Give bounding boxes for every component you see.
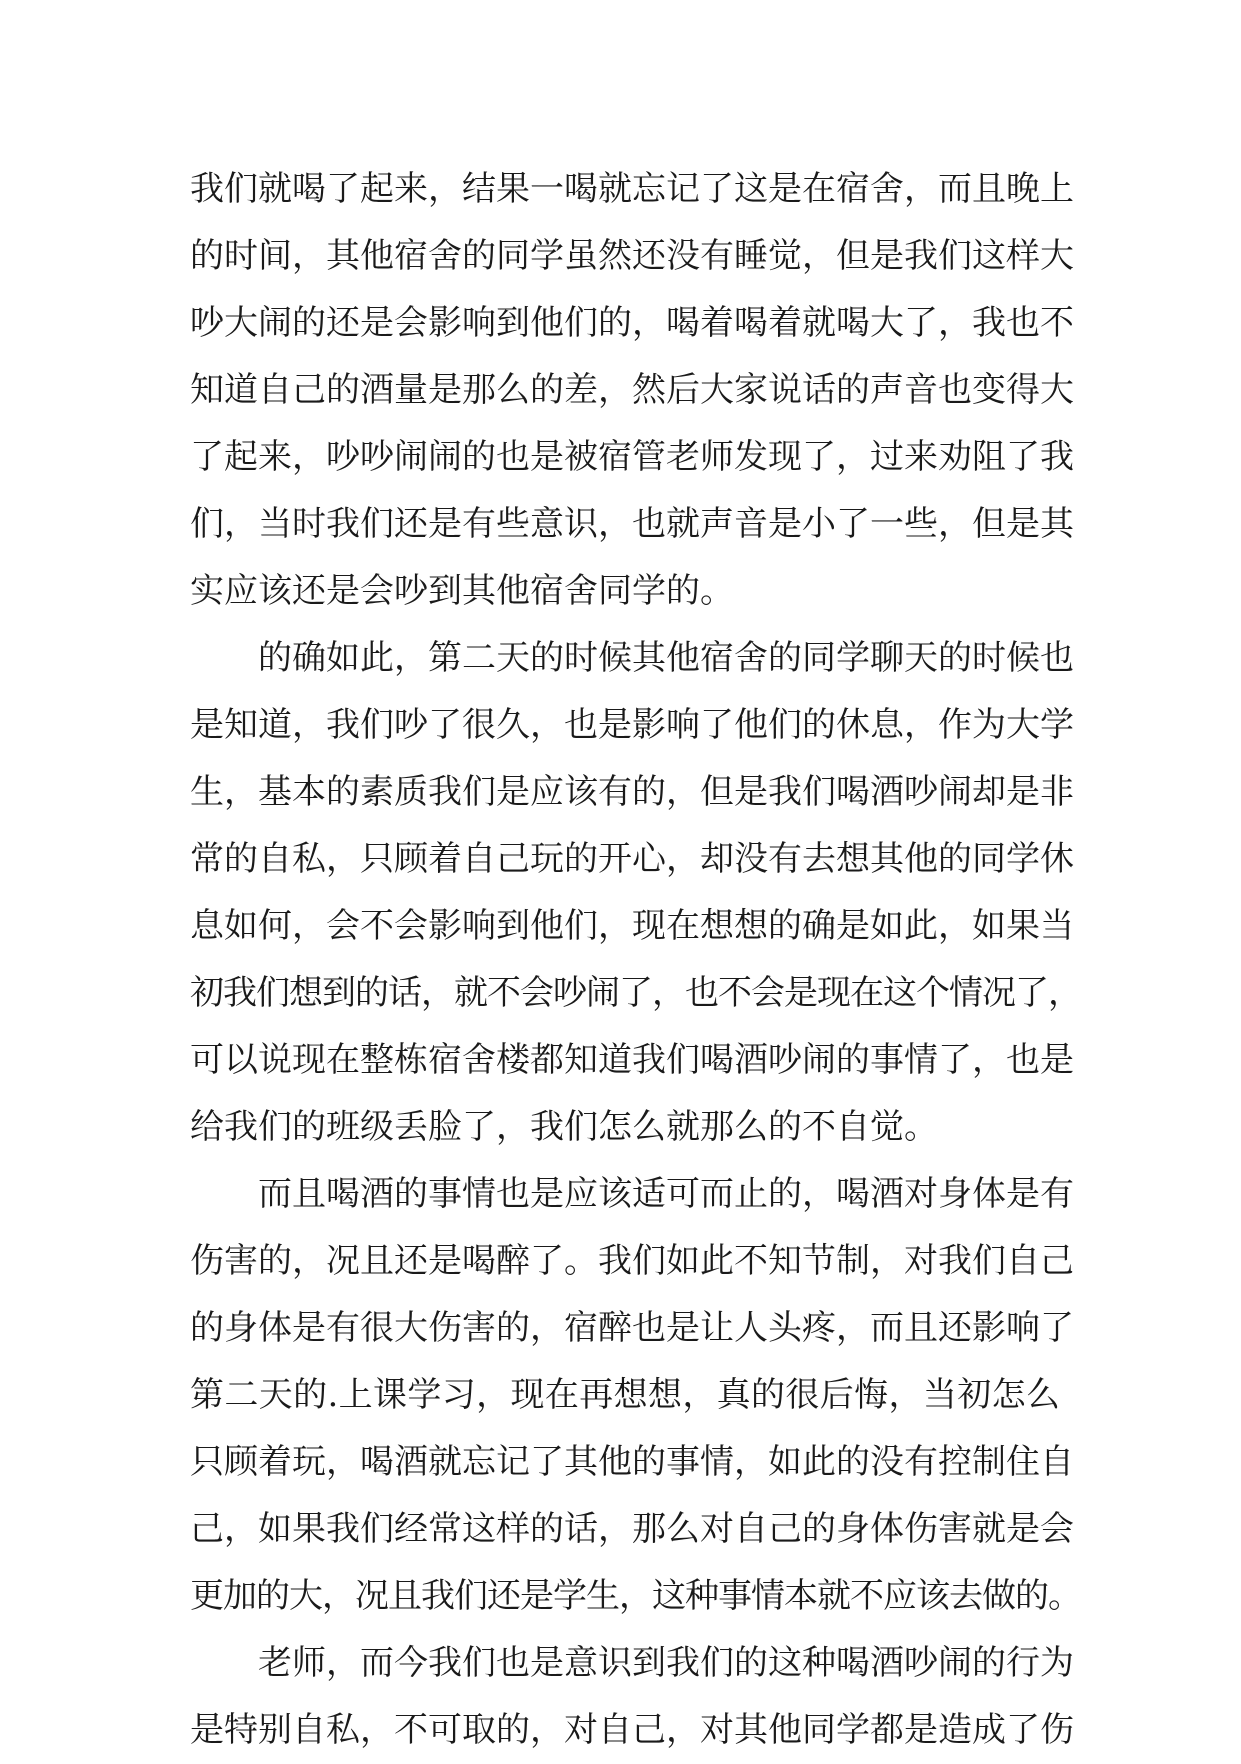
paragraph-1-line-5: 了起来，吵吵闹闹的也是被宿管老师发现了，过来劝阻了我 <box>190 437 1074 477</box>
paragraph-2-line-5: 息如何，会不会影响到他们，现在想想的确是如此，如果当 <box>190 906 1074 946</box>
paragraph-3-line-5: 只顾着玩，喝酒就忘记了其他的事情，如此的没有控制住自 <box>190 1442 1074 1482</box>
paragraph-1-line-2: 的时间，其他宿舍的同学虽然还没有睡觉，但是我们这样大 <box>190 236 1074 276</box>
paragraph-1-line-6: 们，当时我们还是有些意识，也就声音是小了一些，但是其 <box>190 504 1074 544</box>
paragraph-3-line-3: 的身体是有很大伤害的，宿醉也是让人头疼，而且还影响了 <box>190 1308 1074 1348</box>
paragraph-2-line-4: 常的自私，只顾着自己玩的开心，却没有去想其他的同学休 <box>190 839 1074 879</box>
paragraph-3-line-1: 而且喝酒的事情也是应该适可而止的，喝酒对身体是有 <box>258 1174 1074 1214</box>
paragraph-3-line-2: 伤害的，况且还是喝醉了。我们如此不知节制，对我们自己 <box>190 1241 1074 1281</box>
paragraph-1-line-7: 实应该还是会吵到其他宿舍同学的。 <box>190 571 734 611</box>
paragraph-4-line-1: 老师，而今我们也是意识到我们的这种喝酒吵闹的行为 <box>258 1643 1074 1683</box>
paragraph-2-line-7: 可以说现在整栋宿舍楼都知道我们喝酒吵闹的事情了，也是 <box>190 1040 1074 1080</box>
paragraph-1-line-1: 我们就喝了起来，结果一喝就忘记了这是在宿舍，而且晚上 <box>190 169 1074 209</box>
paragraph-2-line-2: 是知道，我们吵了很久，也是影响了他们的休息，作为大学 <box>190 705 1074 745</box>
paragraph-2-line-6: 初我们想到的话，就不会吵闹了，也不会是现在这个情况了， <box>190 973 1081 1013</box>
paragraph-2-line-3: 生，基本的素质我们是应该有的，但是我们喝酒吵闹却是非 <box>190 772 1074 812</box>
paragraph-1-line-3: 吵大闹的还是会影响到他们的，喝着喝着就喝大了，我也不 <box>190 303 1074 343</box>
paragraph-3-line-4: 第二天的.上课学习，现在再想想，真的很后悔，当初怎么 <box>190 1375 1060 1415</box>
paragraph-3-line-6: 己，如果我们经常这样的话，那么对自己的身体伤害就是会 <box>190 1509 1074 1549</box>
paragraph-3-line-7: 更加的大，况且我们还是学生，这种事情本就不应该去做的。 <box>190 1576 1081 1616</box>
paragraph-1-line-4: 知道自己的酒量是那么的差，然后大家说话的声音也变得大 <box>190 370 1074 410</box>
document-body <box>190 156 1081 1764</box>
paragraph-2-line-8: 给我们的班级丢脸了，我们怎么就那么的不自觉。 <box>190 1107 938 1147</box>
paragraph-4-line-2: 是特别自私，不可取的，对自己，对其他同学都是造成了伤 <box>190 1710 1074 1750</box>
paragraph-2-line-1: 的确如此，第二天的时候其他宿舍的同学聊天的时候也 <box>258 638 1074 678</box>
